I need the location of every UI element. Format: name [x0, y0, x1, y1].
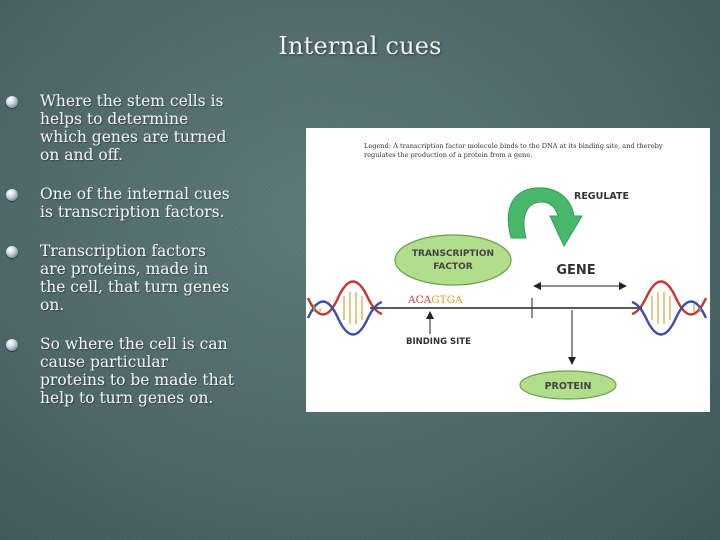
transcription-factor-label: FACTOR [433, 262, 473, 272]
bullet-line: Transcription factors [40, 242, 206, 260]
bullet-dot-icon [6, 96, 18, 108]
bullet-line: proteins to be made that [40, 371, 235, 389]
bullet-dot-icon [6, 189, 18, 201]
bullet-line: is transcription factors. [40, 203, 225, 221]
binding-site-label: BINDING SITE [406, 337, 471, 347]
bullet-line: the cell, that turn genes [40, 278, 230, 296]
bullet-item [6, 242, 296, 314]
bullet-item [6, 335, 296, 407]
bullet-item [6, 185, 296, 221]
binding-sequence [407, 294, 463, 306]
protein-label: PROTEIN [544, 381, 592, 392]
bullet-dot-icon [6, 246, 18, 258]
slide-title: Internal cues [278, 32, 442, 60]
bullet-line: on and off. [40, 146, 124, 164]
regulate-arrow-icon [508, 188, 582, 246]
bullet-line: So where the cell is can [40, 335, 228, 353]
bullet-line: which genes are turned [40, 128, 227, 146]
dna-helix-right-icon [632, 282, 706, 335]
bullet-dot-icon [6, 339, 18, 351]
regulate-label: REGULATE [574, 191, 629, 202]
gene-label: GENE [556, 263, 596, 278]
legend-text: Legend: A transcription factor molecule binds to the DNA at its binding site, and thereby [364, 142, 663, 150]
bullet-line: are proteins, made in [40, 260, 209, 278]
bullet-line: help to turn genes on. [40, 389, 214, 407]
transcription-factor-label: TRANSCRIPTION [411, 249, 495, 259]
sequence-part-red: ACA [408, 294, 432, 306]
bullet-line: Where the stem cells is [40, 92, 224, 110]
bullet-line: One of the internal cues [40, 185, 230, 203]
sequence-part-orange: GTGA [431, 294, 463, 306]
bullet-line: cause particular [40, 353, 168, 371]
transcription-factor-diagram [306, 128, 710, 412]
transcription-factor-ellipse [395, 235, 511, 285]
bullet-list [6, 92, 296, 428]
bullet-line: on. [40, 296, 65, 314]
bullet-item [6, 92, 296, 164]
legend-text: regulates the production of a protein from a gene. [364, 151, 533, 159]
bullet-line: helps to determine [40, 110, 189, 128]
